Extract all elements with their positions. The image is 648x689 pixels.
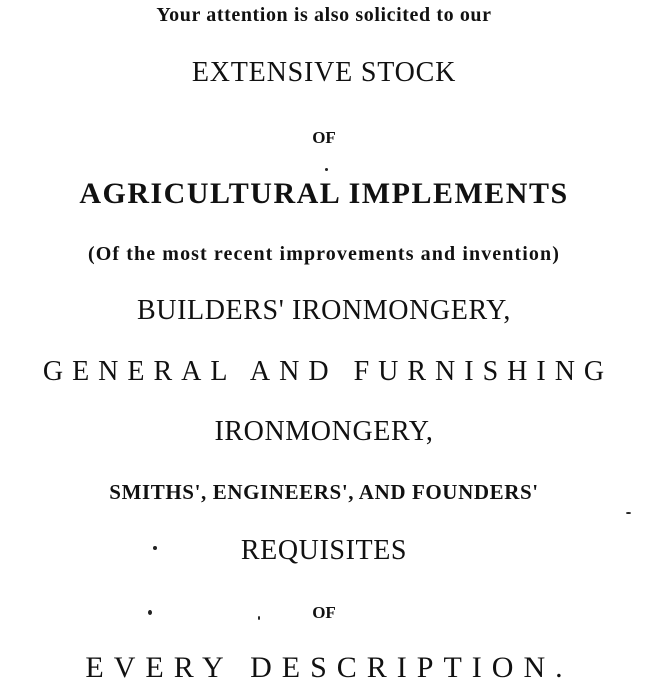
ink-speck <box>148 610 152 615</box>
connector-of-2: OF <box>312 603 336 622</box>
ink-speck <box>153 546 157 550</box>
heading-requisites: REQUISITES <box>240 535 408 566</box>
intro-line: Your attention is also solicited to our <box>156 4 492 26</box>
heading-general-furnishing: GENERAL AND FURNISHING <box>42 356 614 387</box>
heading-extensive-stock: EXTENSIVE STOCK <box>191 57 457 88</box>
heading-ironmongery: IRONMONGERY, <box>214 416 434 447</box>
heading-smiths-engineers-founders: SMITHS', ENGINEERS', AND FOUNDERS' <box>109 480 539 504</box>
subheading-improvements: (Of the most recent improvements and invention) <box>87 243 561 265</box>
heading-agricultural-implements: AGRICULTURAL IMPLEMENTS <box>79 177 569 210</box>
ink-speck <box>325 168 328 171</box>
ink-speck <box>626 512 631 514</box>
ink-speck <box>258 616 260 620</box>
heading-every-description: EVERY DESCRIPTION. <box>85 651 573 684</box>
heading-builders-ironmongery: BUILDERS' IRONMONGERY, <box>137 295 511 326</box>
connector-of: OF <box>312 128 336 147</box>
